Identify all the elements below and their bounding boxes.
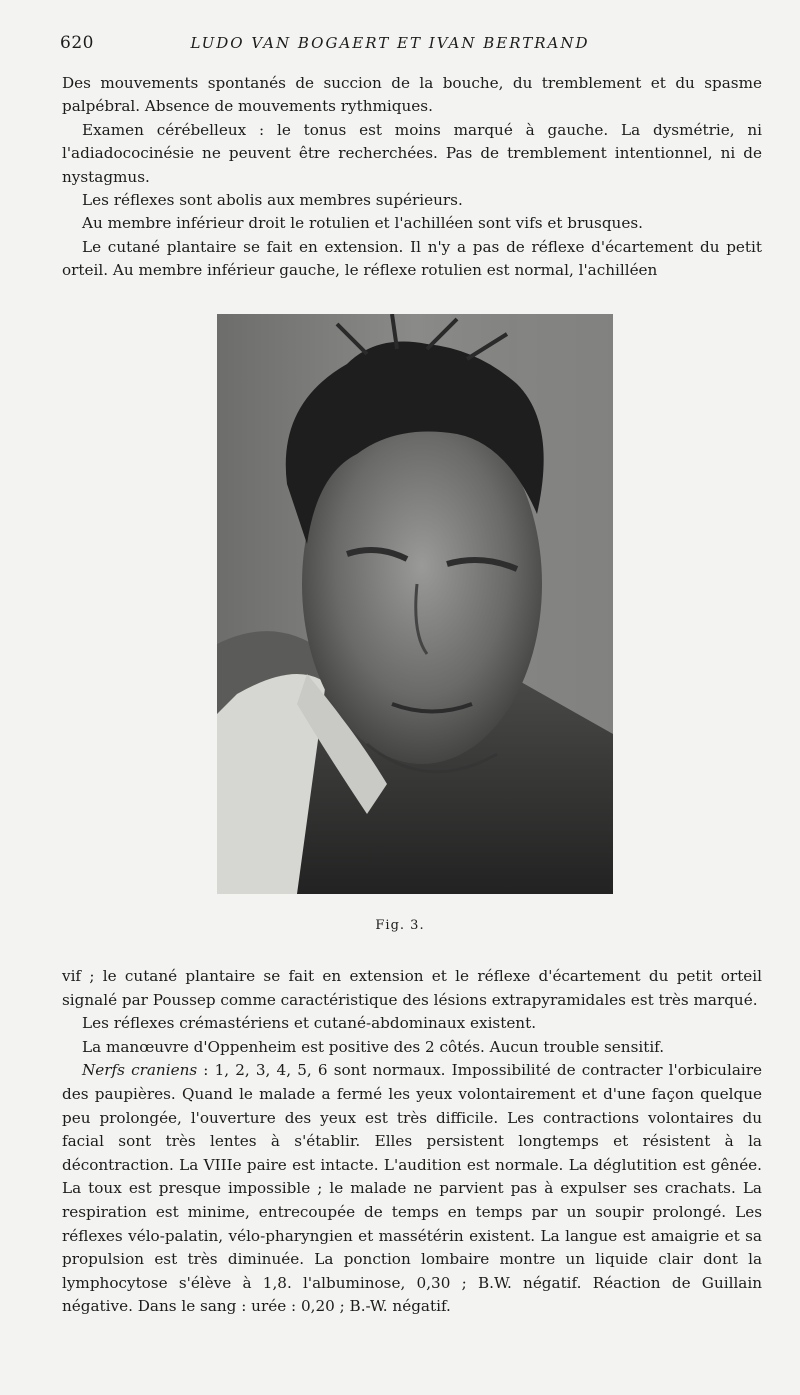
paragraph-cranial-nerves [62, 1059, 762, 1319]
paragraph-cremasteric: Les réflexes crémastériens et cutané-abdominaux existent. [82, 1014, 537, 1033]
running-head [60, 33, 720, 57]
portrait-photograph [217, 314, 613, 894]
figure-photo [217, 314, 613, 894]
paragraph-2: Examen cérébelleux : le tonus est moins marqué à gauche. La dysmétrie, ni l'adiadococinésie ne peuvent être recherchées. Pas de tremblement intentionnel, ni de nystagmus. [62, 120, 762, 186]
paragraph-5: Le cutané plantaire se fait en extension. Il n'y a pas de réflexe d'écartement du petit orteil. Au membre inférieur gauche, le réflexe rotulien est normal, l'achilléen [62, 237, 762, 280]
paragraph-3: Les réflexes sont abolis aux membres supérieurs. [82, 191, 463, 210]
cranial-nerves-text: : 1, 2, 3, 4, 5, 6 sont normaux. Impossibilité de contracter l'orbiculaire des paupières. Quand le malade a fermé les yeux volontairement et d'une façon quelque peu prolongée, l'ouverture des yeux est très difficile. Les contractions volontaires du facial sont très lentes à s'établir. Elles persistent longtemps et résistent à la décontraction. La VIIIe paire est intacte. L'audition est normale. La déglutition est gênée. La toux est presque impossible ; le malade ne parvient pas à expulser ses crachats. La respiration est minime, entrecoupée de temps en temps par un soupir prolongé. Les réflexes vélo-palatin, vélo-pharyngien et massétérin existent. La langue est amaigrie et sa propulsion est très diminuée. La ponction lombaire montre un liquide clair dont la lymphocytose s'élève à 1,8. l'albuminose, 0,30 ; B.W. négatif. Réaction de Guillain négative. Dans le sang : urée : 0,20 ; B.-W. négatif. [62, 1061, 762, 1316]
running-title: LUDO VAN BOGAERT ET IVAN BERTRAND [190, 34, 590, 52]
paragraph-oppenheim: La manœuvre d'Oppenheim est positive des 2 côtés. Aucun trouble sensitif. [82, 1037, 665, 1056]
cranial-nerves-label: Nerfs craniens [82, 1061, 198, 1080]
figure-caption: Fig. 3. [375, 918, 425, 933]
paragraph-4: Au membre inférieur droit le rotulien et l'achilléen sont vifs et brusques. [82, 214, 643, 233]
top-text-block [62, 72, 762, 283]
bottom-text-block [62, 965, 762, 1319]
continuation-paragraph: vif ; le cutané plantaire se fait en extension et le réflexe d'écartement du petit orteil signalé par Poussep comme caractéristique des lésions extrapyramidales est très marqué. [62, 967, 762, 1009]
page-number: 620 [60, 33, 94, 53]
paragraph-1: Des mouvements spontanés de succion de la bouche, du tremblement et du spasme palpébral. Absence de mouvements rythmiques. [62, 74, 762, 116]
